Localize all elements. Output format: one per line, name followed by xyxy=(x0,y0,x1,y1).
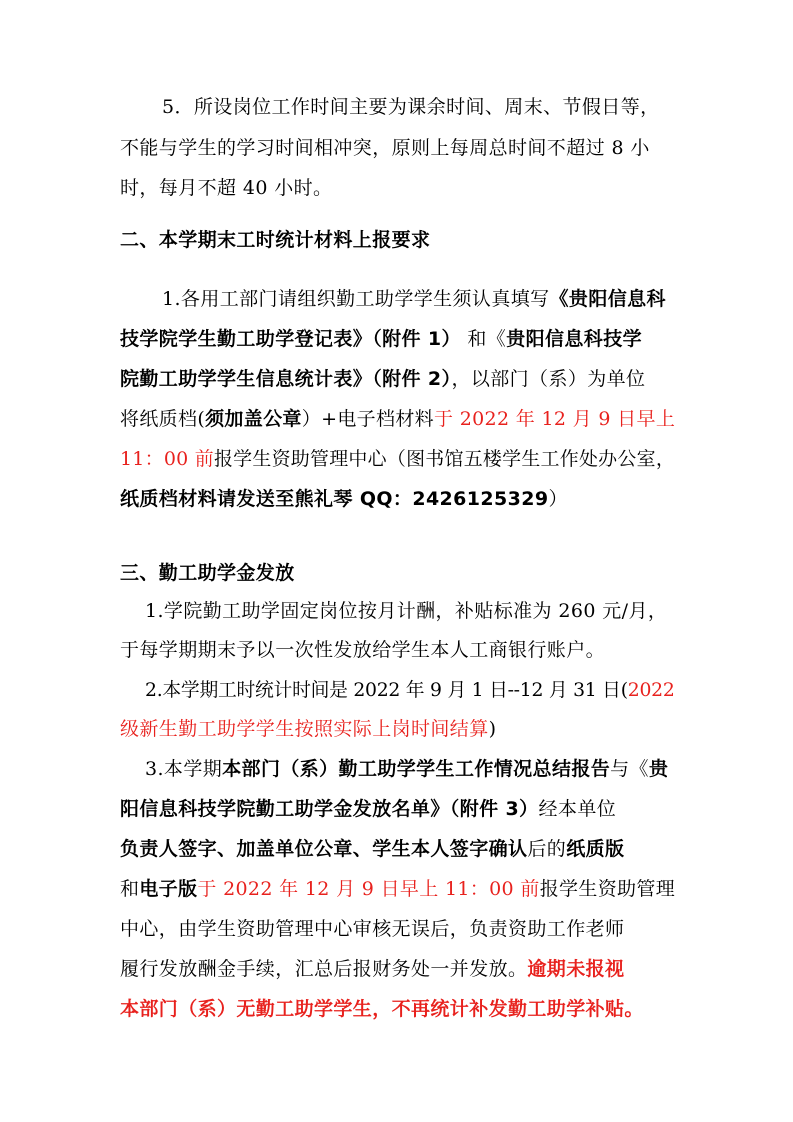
paragraph-3-1-line-2: 于每学期期末予以一次性发放给学生本人工商银行账户。 xyxy=(120,639,606,661)
red-note: 2022 xyxy=(627,679,675,701)
text-span: 3.本学期 xyxy=(145,758,223,780)
attachment-title: 阳信息科技学院勤工助学金发放名单》（附件 3） xyxy=(120,798,539,820)
text-span: 与《 xyxy=(610,758,649,780)
text-span: ，以部门（系）为单位 xyxy=(451,368,646,390)
paragraph-2-1-line-1 xyxy=(162,286,666,312)
attachment-title: 贵阳信息科技学 xyxy=(506,328,642,350)
signature-requirement: 负责人签字、加盖单位公章、学生本人签字确认 xyxy=(120,838,528,860)
text-span: 和 xyxy=(120,878,140,900)
electronic-version: 电子版 xyxy=(139,878,198,900)
text-span: ) xyxy=(488,718,497,740)
paragraph-3-3-line-4 xyxy=(120,876,675,902)
paragraph-5-line-3: 时，每月不超 40 小时。 xyxy=(120,177,333,199)
deadline-text: 于 2022 年 12 月 9 日早上 xyxy=(434,408,676,430)
paragraph-2-1-line-6 xyxy=(120,486,568,512)
deadline-text: 11：00 前 xyxy=(120,448,214,470)
attachment-title: 技学院学生勤工助学登记表》（附件 1） xyxy=(120,328,461,350)
attachment-title: 贵 xyxy=(648,758,669,780)
paragraph-3-3-line-5: 中心，由学生资助管理中心审核无误后，负责资助工作老师 xyxy=(120,918,625,940)
attachment-title: 《贵阳信息科 xyxy=(549,288,666,310)
paragraph-2-1-line-2 xyxy=(120,326,642,352)
paragraph-2-1-line-5 xyxy=(120,446,675,472)
paragraph-2-1-line-4 xyxy=(120,406,675,432)
paragraph-3-3-line-6 xyxy=(120,956,624,982)
text-span: 将纸质档( xyxy=(120,408,206,430)
paper-version: 纸质版 xyxy=(566,838,625,860)
text-span: 后的 xyxy=(527,838,567,860)
paragraph-5-line-1: 5．所设岗位工作时间主要为课余时间、周末、节假日等， xyxy=(162,96,660,118)
text-span: 2.本学期工时统计时间是 2022 年 9 月 1 日--12 月 31 日( xyxy=(145,679,628,701)
paragraph-3-3-line-3 xyxy=(120,836,624,862)
text-span: ） xyxy=(548,488,568,510)
paragraph-3-2-line-1 xyxy=(145,677,675,703)
contact-info: 纸质档材料请发送至熊礼琴 QQ：2426125329 xyxy=(120,488,549,510)
text-span: ）+电子档材料 xyxy=(301,408,434,430)
attachment-title: 院勤工助学学生信息统计表》（附件 2） xyxy=(120,368,452,390)
text-span: 报学生资助管理 xyxy=(539,878,676,900)
text-span: 经本单位 xyxy=(538,798,617,820)
paragraph-3-3-line-2 xyxy=(120,796,616,822)
text-span: 1.各用工部门请组织勤工助学学生须认真填写 xyxy=(162,288,550,310)
overdue-warning-line: 本部门（系）无勤工助学学生，不再统计补发勤工助学补贴。 xyxy=(120,998,644,1020)
paragraph-3-1-line-1: 1.学院勤工助学固定岗位按月计酬，补贴标准为 260 元/月， xyxy=(145,600,668,622)
text-span: 和《 xyxy=(460,328,507,350)
deadline-text: 于 2022 年 12 月 9 日早上 11：00 前 xyxy=(197,878,540,900)
paragraph-3-3-line-1 xyxy=(145,756,668,782)
paragraph-3-2-line-2 xyxy=(120,716,496,742)
section-heading-3: 三、勤工助学金发放 xyxy=(120,562,295,584)
overdue-warning: 逾期未报视 xyxy=(527,958,625,980)
paragraph-2-1-line-3 xyxy=(120,366,645,392)
report-title: 本部门（系）勤工助学学生工作情况总结报告 xyxy=(222,758,611,780)
section-heading-2: 二、本学期末工时统计材料上报要求 xyxy=(120,229,431,251)
text-span: 履行发放酬金手续，汇总后报财务处一并发放。 xyxy=(120,958,528,980)
text-span: 报学生资助管理中心（图书馆五楼学生工作处办公室， xyxy=(213,448,676,470)
red-note: 级新生勤工助学学生按照实际上岗时间结算 xyxy=(120,718,489,740)
paragraph-5-line-2: 不能与学生的学习时间相冲突，原则上每周总时间不超过 8 小 xyxy=(120,137,650,159)
seal-requirement: 须加盖公章 xyxy=(205,408,302,430)
